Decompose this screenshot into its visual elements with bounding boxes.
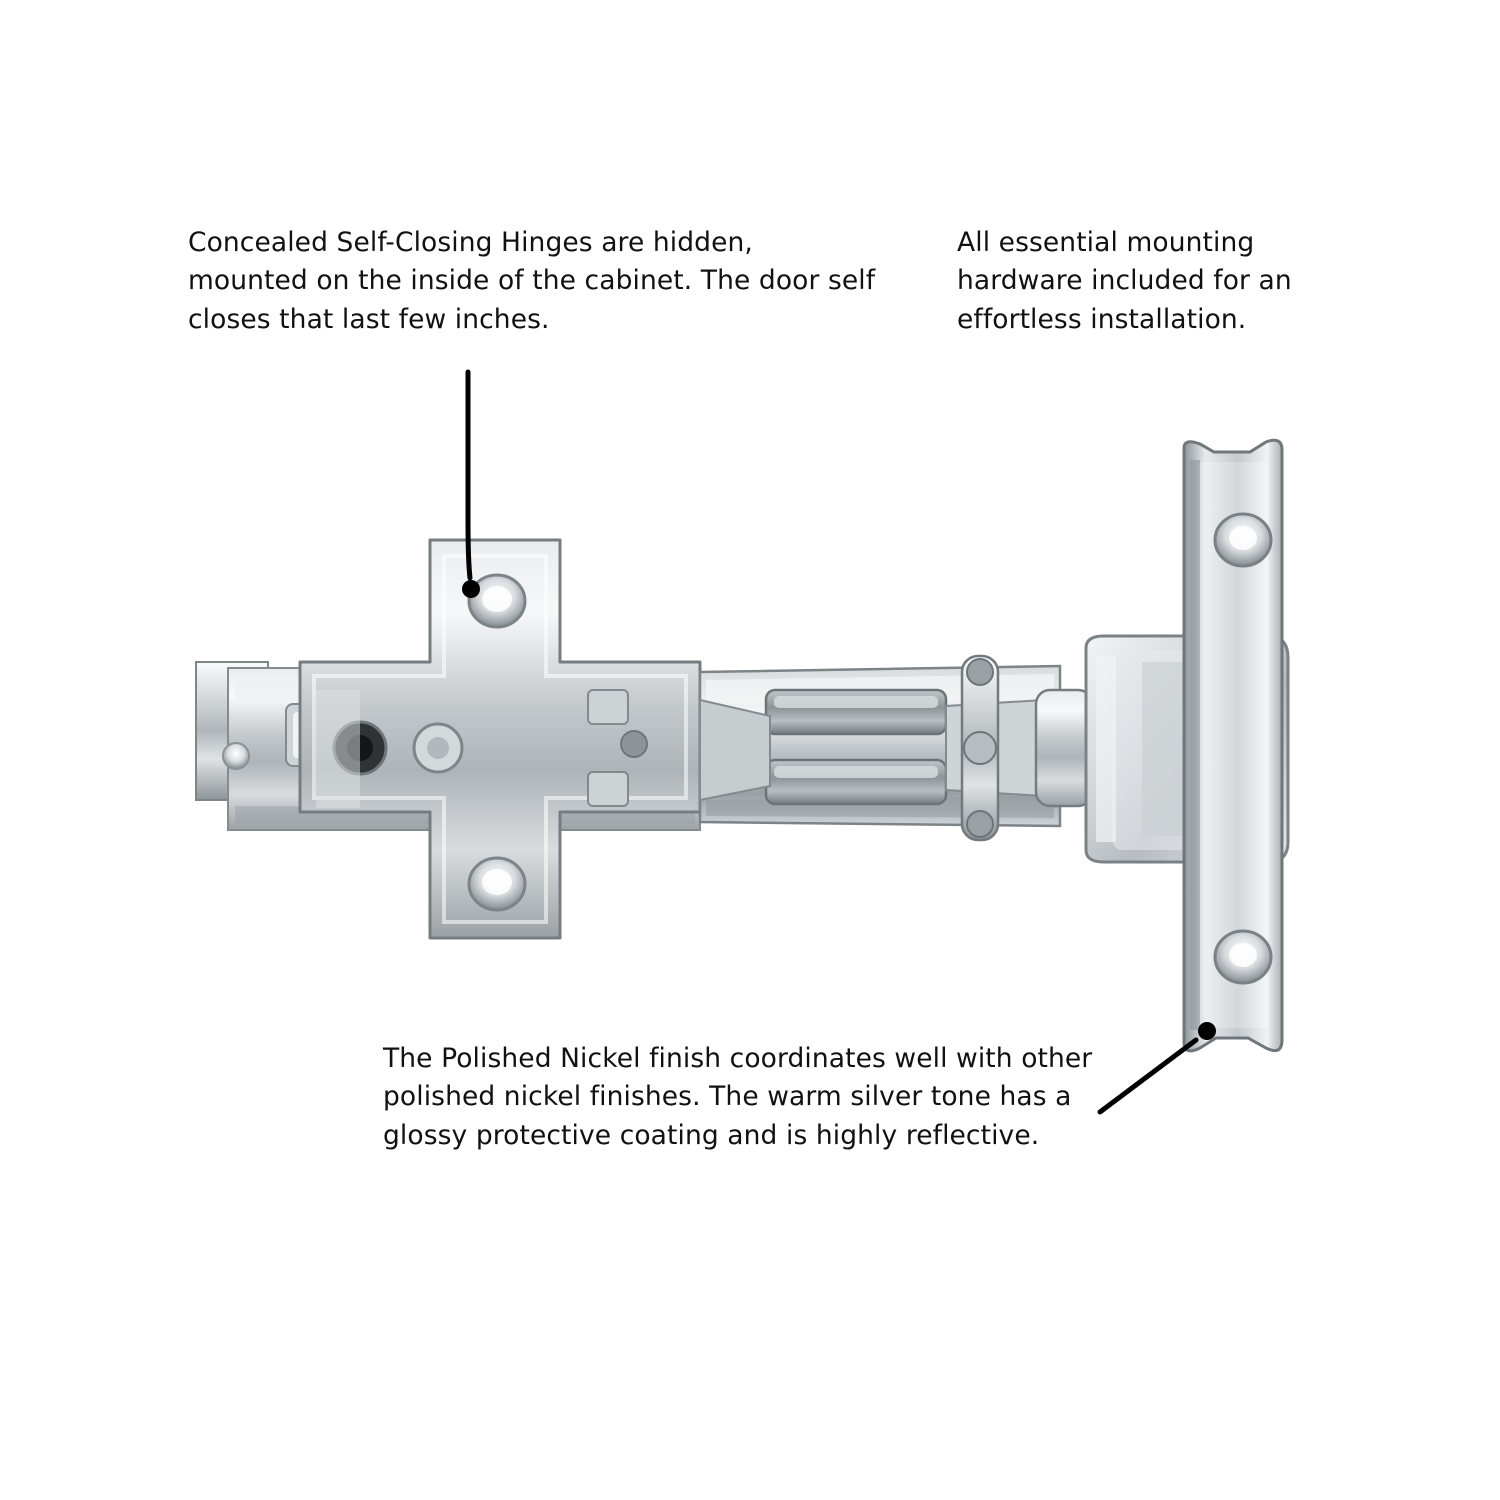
hinge-arm [700, 656, 1092, 840]
leader-line-hinges [462, 372, 480, 598]
hinge-cup [1086, 636, 1288, 862]
callout-concealed-hinges: Concealed Self-Closing Hinges are hidden, mounted on the inside of the cabinet. The door self closes that last few inches. [188, 227, 876, 335]
callout-mounting-hardware: All essential mounting hardware included for an effortless installation. [957, 227, 1292, 335]
callout-polished-nickel-finish: The Polished Nickel finish coordinates well with other polished nickel finishes. The warm silver tone has a glossy protective coating and is highly reflective. [383, 1043, 1093, 1151]
cross-mounting-plate [300, 540, 700, 938]
leader-line-finish [1100, 1022, 1216, 1112]
hinge-base-rail [196, 662, 700, 830]
door-wing-plate [1184, 440, 1282, 1051]
